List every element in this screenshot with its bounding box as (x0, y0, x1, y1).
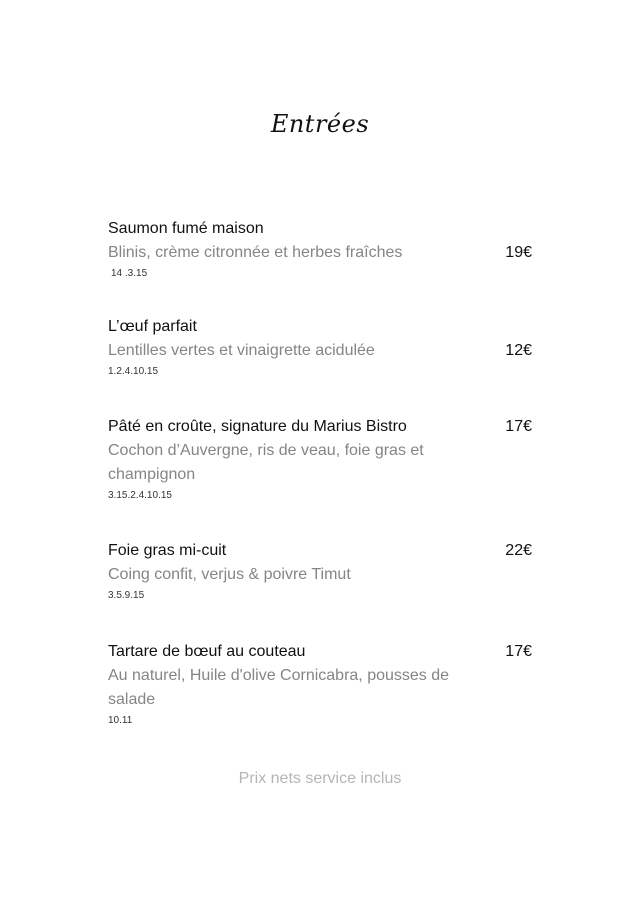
menu-item (108, 539, 532, 603)
menu-item (108, 640, 532, 728)
dish-allergens: 10.11 (108, 715, 133, 726)
dish-name: Saumon fumé maison (108, 220, 264, 237)
dish-description: Coing confit, verjus & poivre Timut (108, 566, 351, 583)
dish-name: Pâté en croûte, signature du Marius Bistro (108, 418, 407, 435)
dish-price: 17€ (505, 418, 532, 435)
dish-name: L’œuf parfait (108, 318, 197, 335)
dish-description: Au naturel, Huile d'olive Cornicabra, pousses de salade (108, 667, 450, 708)
dish-price: 19€ (505, 244, 532, 261)
dish-allergens: 14 .3.15 (111, 268, 148, 279)
section-title: Entrées (270, 110, 370, 138)
dish-name: Foie gras mi-cuit (108, 542, 227, 559)
dish-price: 22€ (505, 542, 532, 559)
dish-description: Blinis, crème citronnée et herbes fraîches (108, 244, 403, 261)
menu-item (108, 415, 532, 503)
menu-item (108, 315, 532, 379)
dish-name: Tartare de bœuf au couteau (108, 643, 306, 660)
dish-price: 17€ (505, 643, 532, 660)
dish-description: Cochon d’Auvergne, ris de veau, foie gras et champignon (108, 442, 424, 483)
dish-allergens: 3.15.2.4.10.15 (108, 490, 172, 501)
dish-allergens: 3.5.9.15 (108, 590, 145, 601)
dish-allergens: 1.2.4.10.15 (108, 366, 159, 377)
dish-description: Lentilles vertes et vinaigrette acidulée (108, 342, 375, 359)
menu-item (108, 217, 532, 281)
dish-price: 12€ (505, 342, 532, 359)
footer-note: Prix nets service inclus (238, 770, 402, 787)
